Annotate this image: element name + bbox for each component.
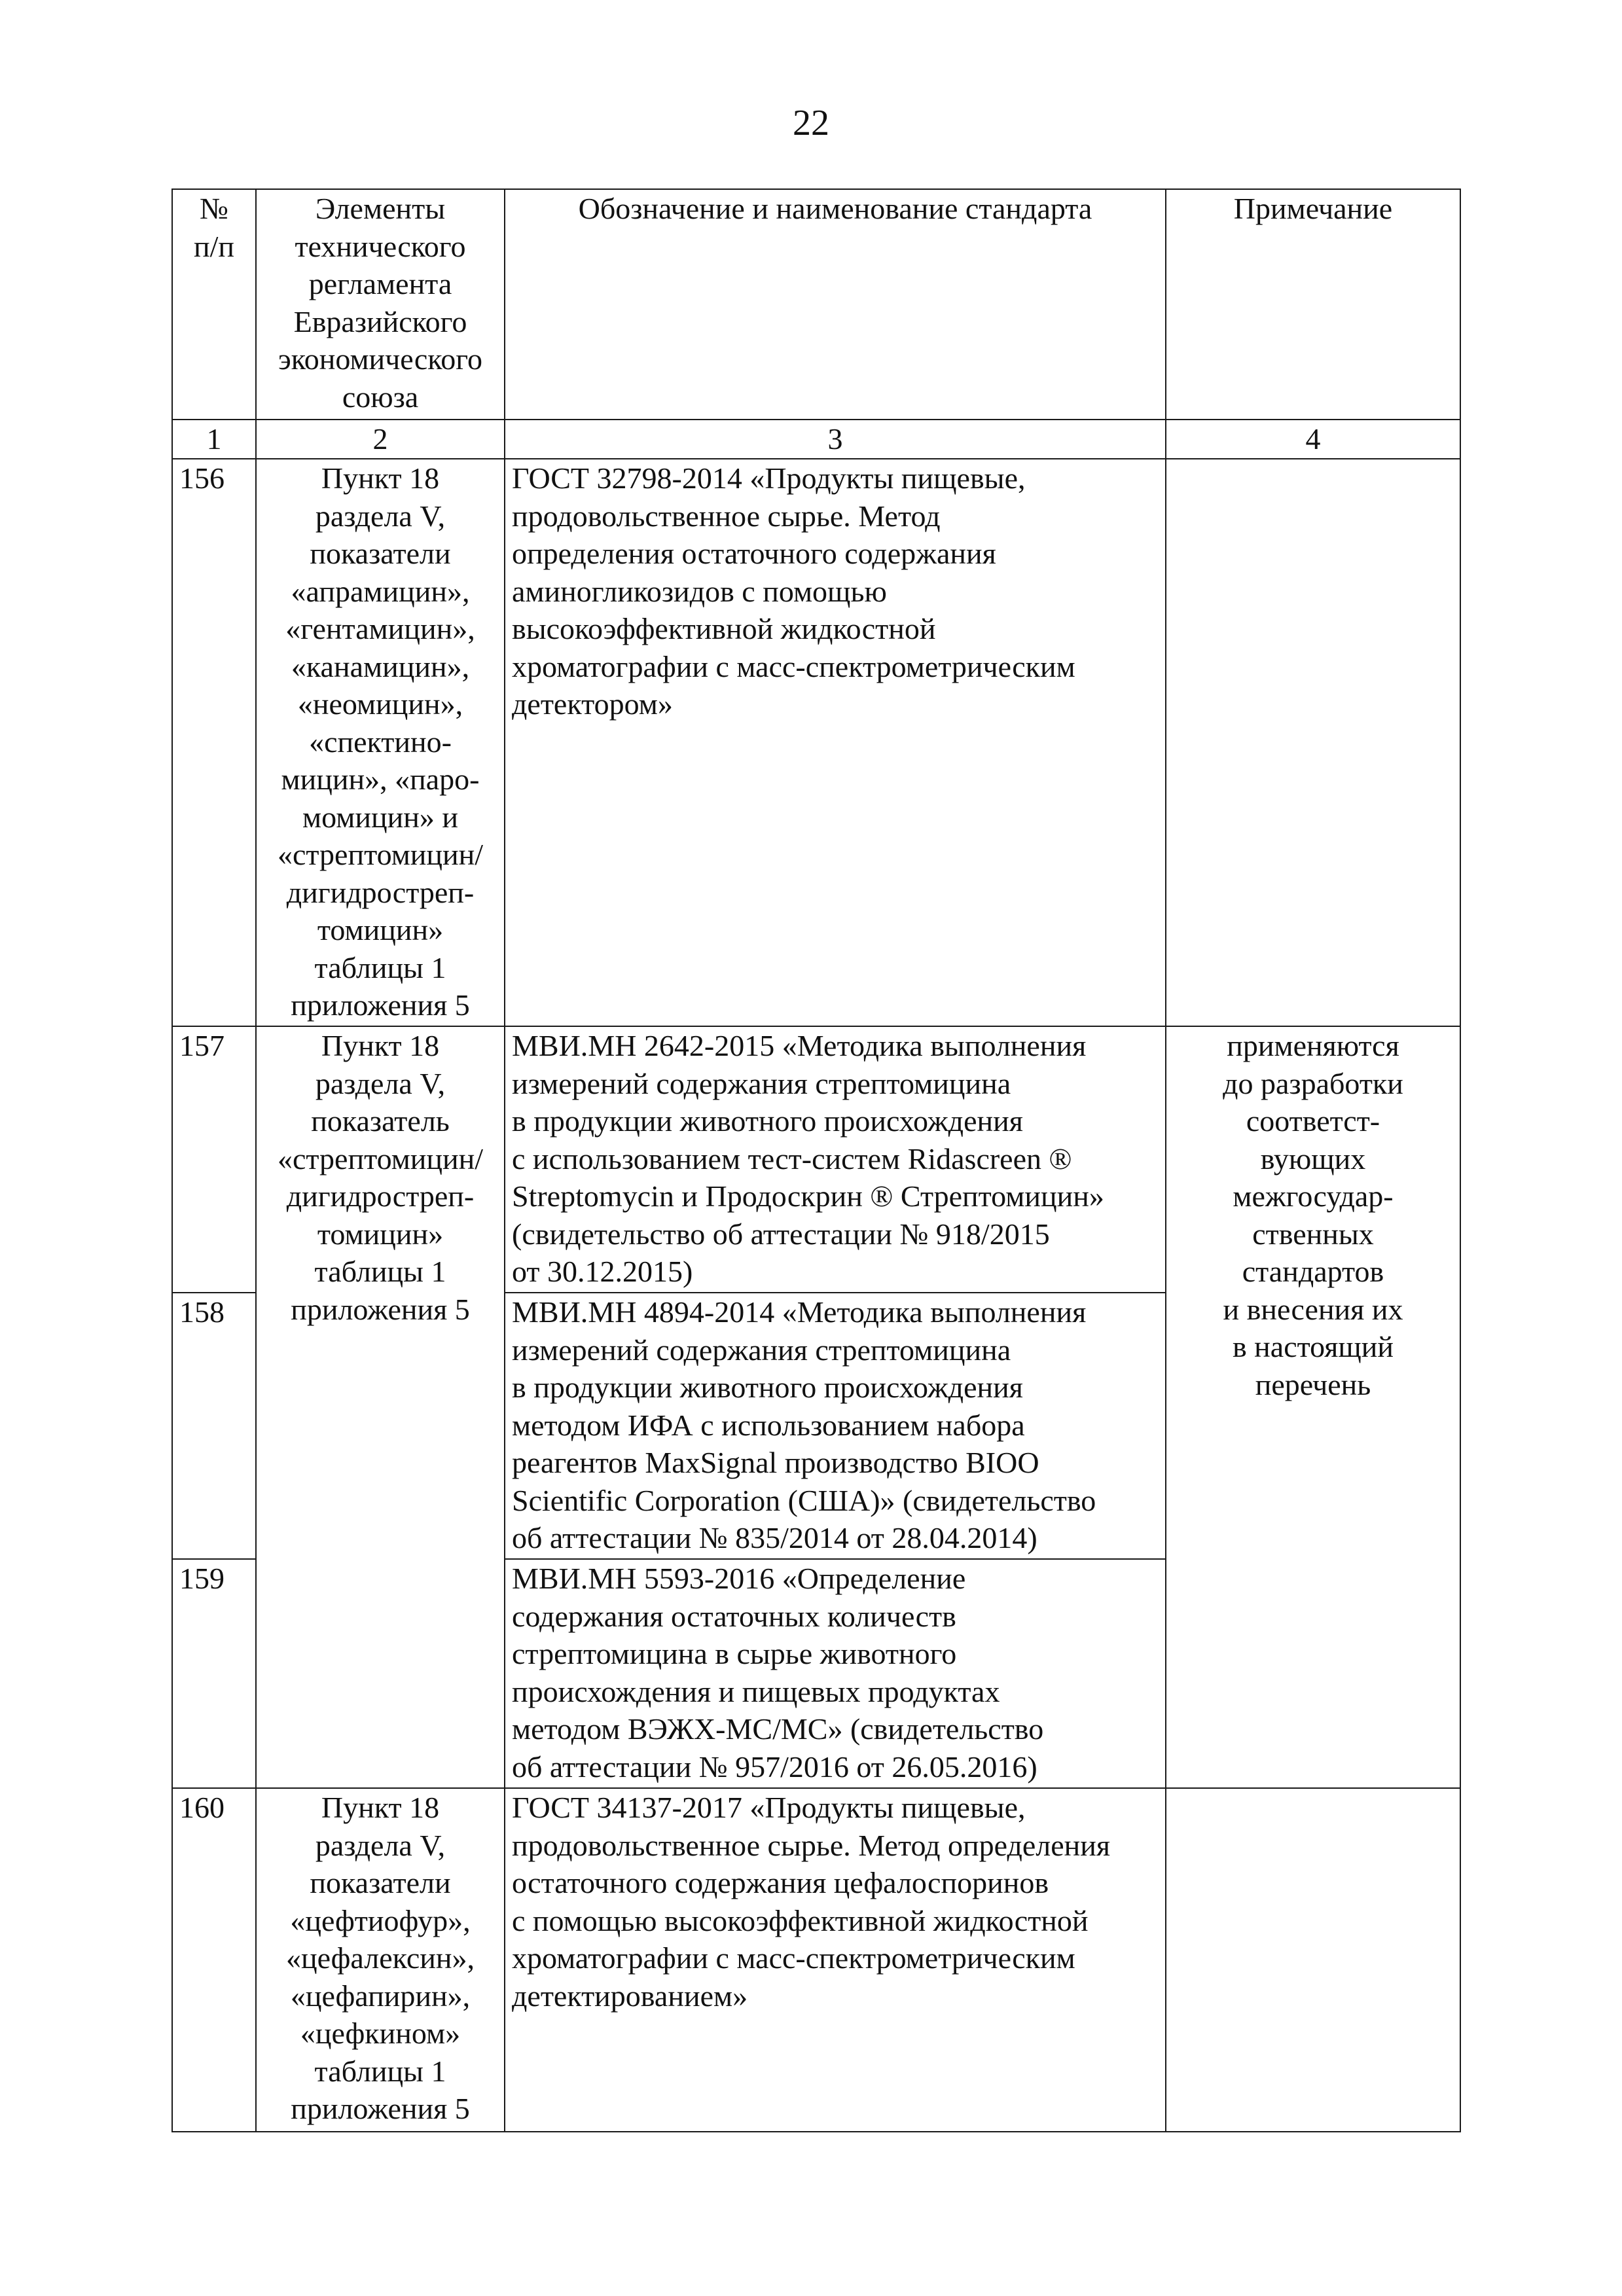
text-line: методом ВЭЖХ-МС/МС» (свидетельство — [512, 1712, 1044, 1746]
column-number: 4 — [1166, 420, 1460, 459]
text-line: технического — [295, 229, 466, 263]
text-line: стрептомицина в сырье животного — [512, 1637, 957, 1670]
text-line: союза — [342, 380, 419, 414]
text-line: томицин» — [317, 913, 444, 946]
text-line: МВИ.МН 4894-2014 «Методика выполнения — [512, 1295, 1087, 1329]
text-line: «цефапирин», — [290, 1979, 471, 2013]
text-line: Обозначение и наименование стандарта — [578, 192, 1092, 225]
text-line: Streptomycin и Продоскрин ® Стрептомицин» — [512, 1179, 1104, 1213]
text-line: ГОСТ 34137-2017 «Продукты пищевые, — [512, 1791, 1026, 1824]
regulation-element — [256, 1026, 505, 1788]
text-line: МВИ.МН 2642-2015 «Методика выполнения — [512, 1029, 1087, 1062]
note-cell — [1166, 1788, 1460, 2132]
text-line: измерений содержания стрептомицина — [512, 1333, 1011, 1367]
text-line: определения остаточного содержания — [512, 537, 996, 570]
text-line: (свидетельство об аттестации № 918/2015 — [512, 1217, 1050, 1251]
text-line: «апрамицин», — [291, 574, 470, 608]
row-number: 159 — [172, 1559, 256, 1788]
text-line: вующих — [1260, 1141, 1366, 1175]
text-line: «стрептомицин/ — [277, 1141, 484, 1175]
text-line: таблицы 1 — [314, 1255, 446, 1288]
text-line: МВИ.МН 5593-2016 «Определение — [512, 1562, 966, 1595]
text-line: Пункт 18 — [321, 1029, 440, 1062]
column-number: 1 — [172, 420, 256, 459]
text-line: высокоэффективной жидкостной — [512, 612, 936, 645]
text-line: стандартов — [1242, 1255, 1384, 1288]
standards-table — [171, 188, 1461, 2132]
text-line: в продукции животного происхождения — [512, 1104, 1023, 1138]
standard-name — [505, 459, 1166, 1026]
column-number-row — [172, 420, 1460, 459]
standard-name — [505, 1559, 1166, 1788]
text-line: хроматографии с масс-спектрометрическим — [512, 649, 1075, 683]
text-line: раздела V, — [315, 1828, 446, 1862]
row-number: 157 — [172, 1026, 256, 1293]
row-number: 158 — [172, 1293, 256, 1559]
text-line: Примечание — [1233, 192, 1393, 225]
column-number: 3 — [505, 420, 1166, 459]
text-line: с помощью высокоэффективной жидкостной — [512, 1903, 1089, 1937]
text-line: «цефтиофур», — [290, 1903, 471, 1937]
text-line: содержания остаточных количеств — [512, 1599, 956, 1633]
header-num — [172, 189, 256, 420]
text-line: таблицы 1 — [314, 2054, 446, 2088]
text-line: продовольственное сырье. Метод — [512, 499, 941, 533]
text-line: «стрептомицин/ — [277, 838, 484, 871]
text-line: «цефалексин», — [286, 1941, 475, 1975]
text-line: таблицы 1 — [314, 950, 446, 984]
text-line: происхождения и пищевых продуктах — [512, 1674, 1000, 1708]
row-number: 160 — [172, 1788, 256, 2132]
text-line: об аттестации № 957/2016 от 26.05.2016) — [512, 1749, 1037, 1784]
text-line: мицин», «паро- — [281, 762, 480, 796]
text-line: показатели — [310, 537, 451, 570]
header-standard — [505, 189, 1166, 420]
text-line: Пункт 18 — [321, 461, 440, 495]
header-row — [172, 189, 1460, 420]
text-line: аминогликозидов с помощью — [512, 574, 887, 608]
text-line: об аттестации № 835/2014 от 28.04.2014) — [512, 1521, 1037, 1554]
table-row — [172, 1788, 1460, 2132]
text-line: Scientific Corporation (США)» (свидетельство — [512, 1483, 1096, 1517]
text-line: «гентамицин», — [285, 612, 475, 645]
row-number: 156 — [172, 459, 256, 1026]
text-line: хроматографии с масс-спектрометрическим — [512, 1941, 1075, 1975]
text-line: «канамицин», — [291, 649, 470, 683]
header-element — [256, 189, 505, 420]
header-note — [1166, 189, 1460, 420]
regulation-element — [256, 1788, 505, 2132]
text-line: томицин» — [317, 1217, 444, 1251]
text-line: перечень — [1255, 1367, 1371, 1401]
note-cell — [1166, 1026, 1460, 1788]
text-line: Элементы — [315, 192, 446, 225]
text-line: остаточного содержания цефалоспоринов — [512, 1866, 1049, 1899]
text-line: момицин» и — [302, 800, 458, 834]
text-line: продовольственное сырье. Метод определения — [512, 1828, 1111, 1862]
text-line: экономического — [278, 342, 483, 376]
text-line: приложения 5 — [291, 988, 470, 1022]
text-line: дигидростреп- — [286, 1179, 475, 1213]
text-line: ГОСТ 32798-2014 «Продукты пищевые, — [512, 461, 1026, 495]
text-line: «неомицин», — [297, 687, 463, 721]
text-line: регламента — [308, 267, 452, 300]
text-line: приложения 5 — [291, 2092, 470, 2125]
text-line: применяются — [1227, 1029, 1399, 1062]
page-number: 22 — [793, 103, 829, 143]
text-line: Евразийского — [293, 304, 467, 338]
text-line: Пункт 18 — [321, 1791, 440, 1824]
text-line: детектированием» — [512, 1979, 748, 2013]
text-line: методом ИФА с использованием набора — [512, 1408, 1025, 1442]
column-number: 2 — [256, 420, 505, 459]
regulation-element — [256, 459, 505, 1026]
standard-name — [505, 1293, 1166, 1559]
text-line: соответст- — [1246, 1104, 1380, 1138]
standard-name — [505, 1788, 1166, 2132]
text-line: и внесения их — [1223, 1292, 1403, 1326]
text-line: измерений содержания стрептомицина — [512, 1066, 1011, 1100]
text-line: межгосудар- — [1233, 1179, 1394, 1213]
table-row — [172, 459, 1460, 1026]
text-line: в настоящий — [1232, 1330, 1394, 1363]
text-line: в продукции животного происхождения — [512, 1371, 1023, 1404]
note-cell — [1166, 459, 1460, 1026]
text-line: от 30.12.2015) — [512, 1255, 693, 1288]
table-row — [172, 1026, 1460, 1293]
text-line: дигидростреп- — [286, 875, 475, 909]
text-line: показатели — [310, 1866, 451, 1899]
text-line: «спектино- — [309, 725, 452, 759]
text-line: реагентов MaxSignal производство BIOO — [512, 1446, 1039, 1479]
text-line: до разработки — [1223, 1066, 1403, 1100]
text-line: раздела V, — [315, 1066, 446, 1100]
text-line: детектором» — [512, 687, 673, 721]
text-line: с использованием тест-систем Ridascreen ® — [512, 1141, 1072, 1175]
text-line: раздела V, — [315, 499, 446, 533]
text-line: № — [200, 192, 228, 225]
text-line: «цефкином» — [300, 2017, 461, 2050]
text-line: приложения 5 — [291, 1292, 470, 1326]
text-line: показатель — [311, 1104, 450, 1138]
text-line: п/п — [193, 229, 234, 263]
standard-name — [505, 1026, 1166, 1293]
text-line: ственных — [1252, 1217, 1374, 1251]
